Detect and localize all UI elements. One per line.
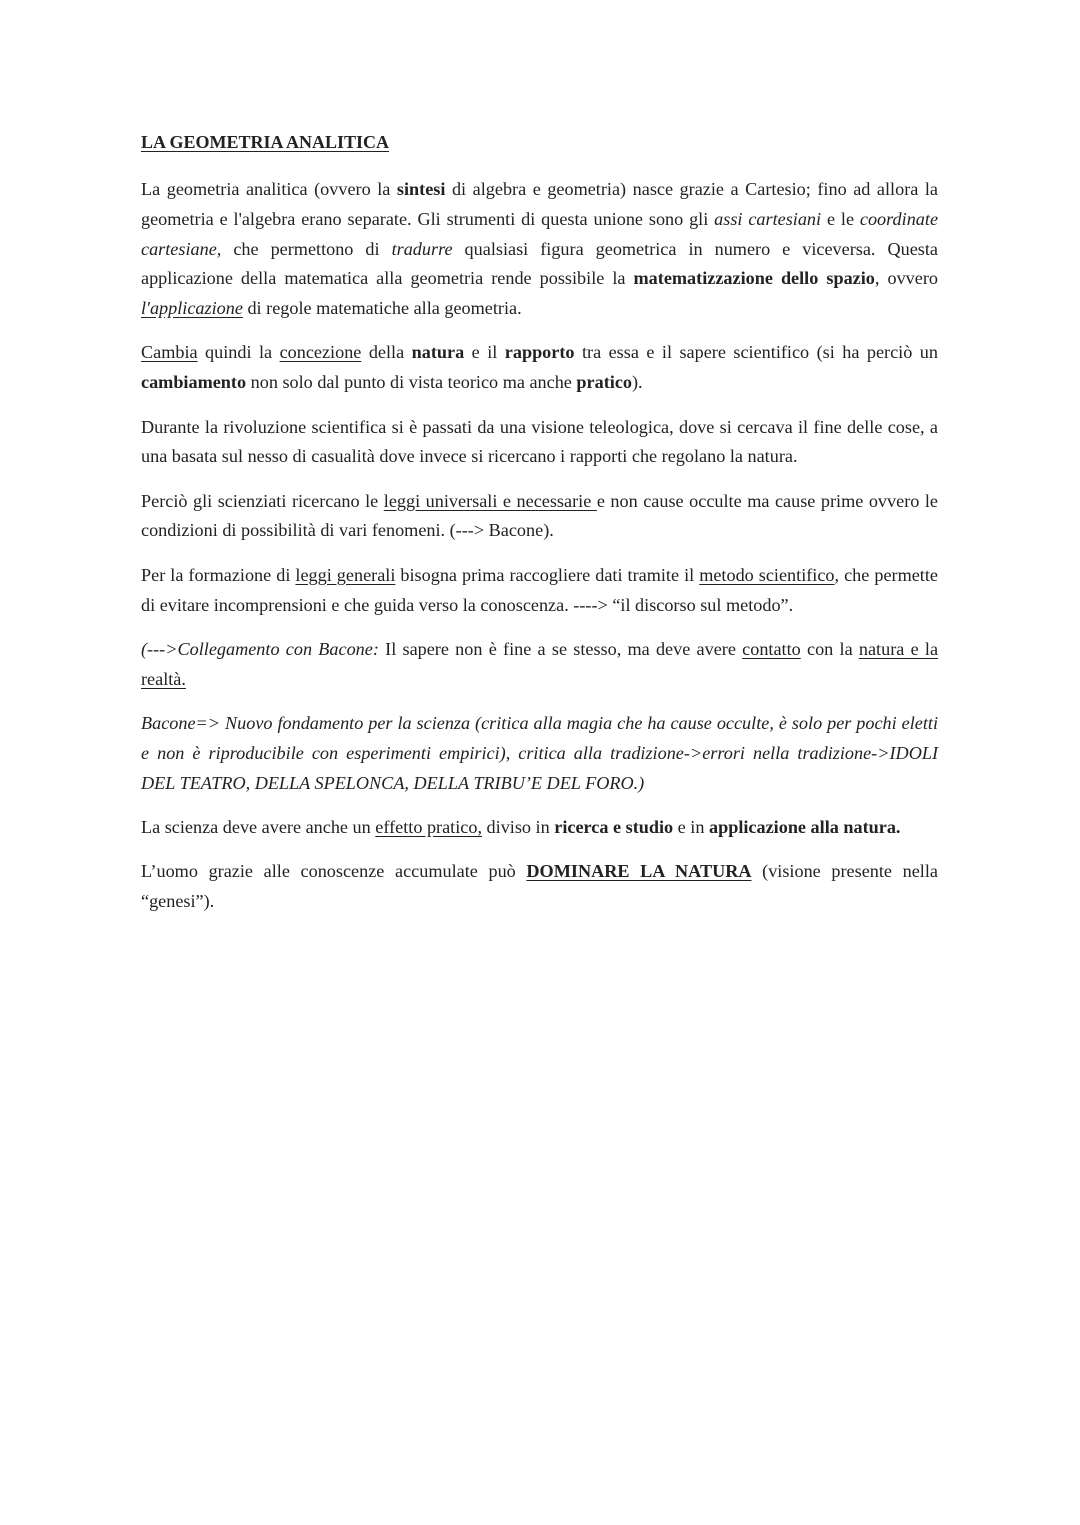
paragraph-geometria-analitica xyxy=(141,175,938,324)
text-segment: effetto pratico, xyxy=(375,816,482,837)
document-page xyxy=(141,128,938,931)
text-segment: Perciò gli scienziati ricercano le xyxy=(141,490,384,511)
text-segment: tradurre xyxy=(391,238,453,259)
document-title: LA GEOMETRIA ANALITICA xyxy=(141,132,390,152)
text-segment: Bacone=> Nuovo fondamento per la scienza (critica alla magia che ha cause occulte, è solo per pochi eletti e non è riproducibile con esperimenti empirici), critica alla tradizione->errori nella tradizione->IDOLI DEL TEATRO, DELLA SPELONCA, DELLA TRIBU’E DEL FORO.) xyxy=(141,712,938,793)
text-segment: ricerca e studio xyxy=(554,816,674,837)
text-segment: l'applicazione xyxy=(141,298,243,319)
text-segment: Per la formazione di xyxy=(141,564,296,585)
text-segment: DOMINARE LA NATURA xyxy=(526,861,752,882)
text-segment: La geometria analitica (ovvero la xyxy=(141,179,397,199)
paragraph-metodo-scientifico xyxy=(141,561,938,621)
text-segment: di regole matematiche alla geometria. xyxy=(242,298,522,319)
text-segment: della xyxy=(361,342,412,363)
text-segment: cambiamento xyxy=(141,372,247,393)
text-segment: che permettono di xyxy=(221,238,392,259)
paragraph-leggi-universali xyxy=(141,487,938,547)
text-segment: qualsiasi figura geometrica in numero e viceversa. Questa applicazione della matematica alla geometria rende possibile la xyxy=(141,238,938,289)
text-segment: Cambia xyxy=(141,342,198,363)
paragraph-effetto-pratico xyxy=(141,813,938,843)
text-segment: e le xyxy=(821,208,860,229)
text-segment: coordinate cartesiane, xyxy=(141,208,939,259)
text-segment: natura xyxy=(411,342,465,363)
text-segment: leggi universali e necessarie xyxy=(383,490,597,511)
paragraph-bacone-fondamento xyxy=(141,709,938,798)
text-segment: non solo dal punto di vista teorico ma anche xyxy=(246,372,577,393)
paragraph-collegamento-bacone xyxy=(141,635,938,695)
text-segment: diviso in xyxy=(482,816,555,837)
paragraph-concezione-natura xyxy=(141,338,938,398)
paragraph-dominare-natura xyxy=(141,857,938,917)
text-segment: metodo scientifico xyxy=(699,564,835,585)
text-segment: applicazione alla natura. xyxy=(709,816,901,837)
text-segment: assi cartesiani xyxy=(714,208,822,229)
text-segment: (--->Collegamento con Bacone: xyxy=(141,638,379,659)
text-segment: di algebra e geometria) nasce grazie a Cartesio; fino ad allora la geometria e l'algebra erano separate. Gli strumenti di questa unione sono gli xyxy=(141,179,938,229)
text-segment: natura e la realtà. xyxy=(141,638,939,689)
text-segment: concezione xyxy=(279,342,362,363)
text-segment: , che permette di evitare incomprensioni e che guida verso la conoscenza. ----> “il discorso sul metodo”. xyxy=(141,564,938,615)
text-segment: Il sapere non è fine a se stesso, ma deve avere xyxy=(378,638,743,659)
text-segment: con la xyxy=(800,638,859,659)
text-segment: ). xyxy=(631,372,643,393)
text-segment: quindi la xyxy=(197,342,280,363)
text-segment: e il xyxy=(464,342,505,363)
text-segment: L’uomo grazie alle conoscenze accumulate può xyxy=(141,861,527,882)
text-segment: Durante la rivoluzione scientifica si è passati da una visione teleologica, dove si cercava il fine delle cose, a una basata sul nesso di casualità dove invece si ricercano i rapporti che regolano la natura. xyxy=(141,416,938,467)
text-segment: pratico xyxy=(576,372,632,393)
paragraph-rivoluzione-scientifica xyxy=(141,413,938,473)
text-segment: sintesi xyxy=(396,179,446,199)
text-segment: contatto xyxy=(742,638,801,659)
text-segment: matematizzazione dello spazio xyxy=(633,268,875,289)
text-segment: La scienza deve avere anche un xyxy=(141,816,376,837)
text-segment: e in xyxy=(673,816,709,837)
text-segment: leggi generali xyxy=(295,564,396,585)
text-segment: (visione presente nella “genesi”). xyxy=(141,861,938,911)
text-segment: , ovvero xyxy=(874,268,938,289)
text-segment: rapporto xyxy=(504,342,575,363)
text-segment: e non cause occulte ma cause prime ovvero le condizioni di possibilità di vari fenomeni. (---> Bacone). xyxy=(141,490,938,541)
text-segment: bisogna prima raccogliere dati tramite il xyxy=(395,564,700,585)
text-segment: tra essa e il sapere scientifico (si ha perciò un xyxy=(574,342,938,363)
